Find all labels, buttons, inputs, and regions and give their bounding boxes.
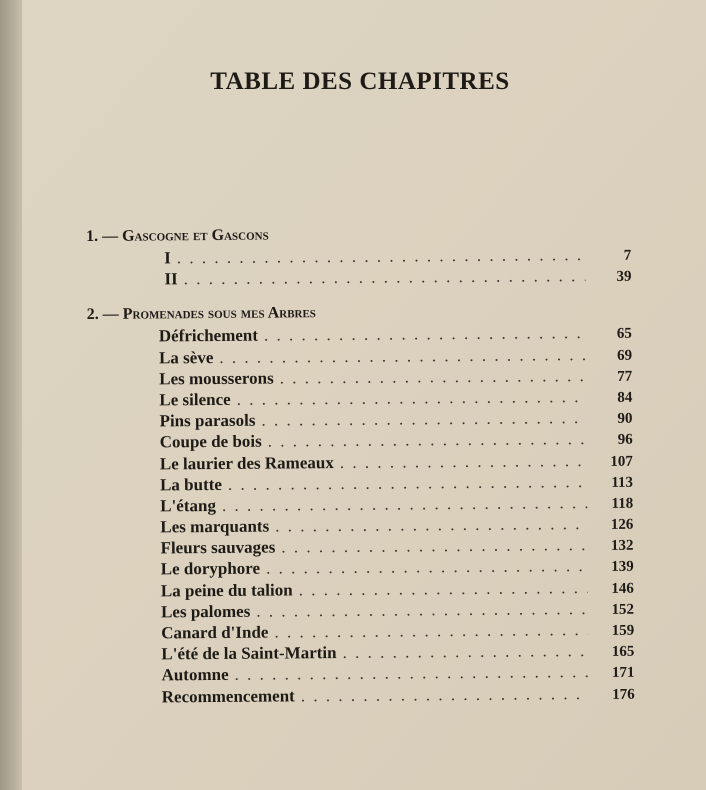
dot-leader [237,386,587,410]
entry-label: Recommencement [161,685,295,706]
dot-leader [256,598,588,622]
chapter-title: Promenades sous mes Arbres [122,304,316,324]
entry-page-number: 152 [611,601,635,618]
dot-leader [275,513,587,537]
dot-leader [299,577,588,600]
dot-leader [261,407,586,431]
chapter-number: 2. — [86,306,119,324]
dot-leader [219,344,586,368]
dot-leader [235,661,589,685]
dot-leader [280,365,587,389]
entry-label: L'étang [160,495,217,516]
dot-leader [342,640,588,663]
entry-page-number: 165 [611,643,635,661]
entry-page-number: 159 [611,622,635,639]
dot-leader [228,471,587,495]
dot-leader [268,428,587,452]
entry-page-number: 69 [616,347,633,364]
dot-leader [340,450,587,473]
entry-label: Canard d'Inde [161,622,269,643]
entry-label: Défrichement [158,326,259,346]
toc-entry [90,682,635,707]
entry-page-number: 39 [616,268,632,286]
dot-leader [266,556,588,580]
chapter-1 [86,222,631,291]
entry-page-number: 96 [617,432,633,449]
entry-label: II [164,269,178,289]
entry-page-number: 84 [617,389,633,406]
entry-label: I [164,248,171,268]
entry-label: Le doryphore [160,559,261,579]
entry-label: La sève [158,347,214,367]
entry-page-number: 90 [617,410,633,427]
entry-label: Fleurs sauvages [160,537,276,558]
dot-leader [222,492,587,516]
dot-leader [274,619,588,643]
entry-page-number: 113 [611,474,634,491]
entry-page-number: 7 [623,247,632,264]
entry-label: Automne [161,665,229,685]
entry-page-number: 146 [611,580,634,597]
chapter-title: Gascogne et Gascons [122,226,269,245]
entry-label: Pins parasols [159,410,256,431]
dot-leader [281,534,587,558]
page-title: TABLE DES CHAPITRES [210,68,510,95]
dot-leader [301,683,589,706]
dot-leader [264,322,586,346]
entry-page-number: 77 [617,368,633,385]
entry-page-number: 139 [611,559,634,576]
entry-page-number: 176 [612,686,635,703]
entry-label: Les palomes [160,601,251,622]
chapter-number: 1. — [86,227,119,245]
entry-label: Coupe de bois [159,431,262,452]
entry-label: Le laurier des Rameaux [159,452,334,473]
entry-label: Le silence [159,389,231,410]
dot-leader [184,265,586,289]
entry-page-number: 171 [611,665,635,682]
toc-entry [86,265,631,290]
entry-page-number: 65 [616,326,632,343]
entry-label: La butte [159,474,222,495]
entry-page-number: 107 [610,453,633,470]
entry-label: L'été de la Saint-Martin [161,643,337,664]
entry-page-number: 126 [610,516,634,533]
entry-page-number: 132 [610,537,634,555]
entry-label: La peine du talion [160,580,293,601]
entry-label: Les marquants [160,516,270,537]
chapter-2 [87,300,635,708]
table-of-contents [86,222,635,722]
entry-label: Les mousserons [159,368,274,389]
entry-page-number: 118 [611,495,634,512]
